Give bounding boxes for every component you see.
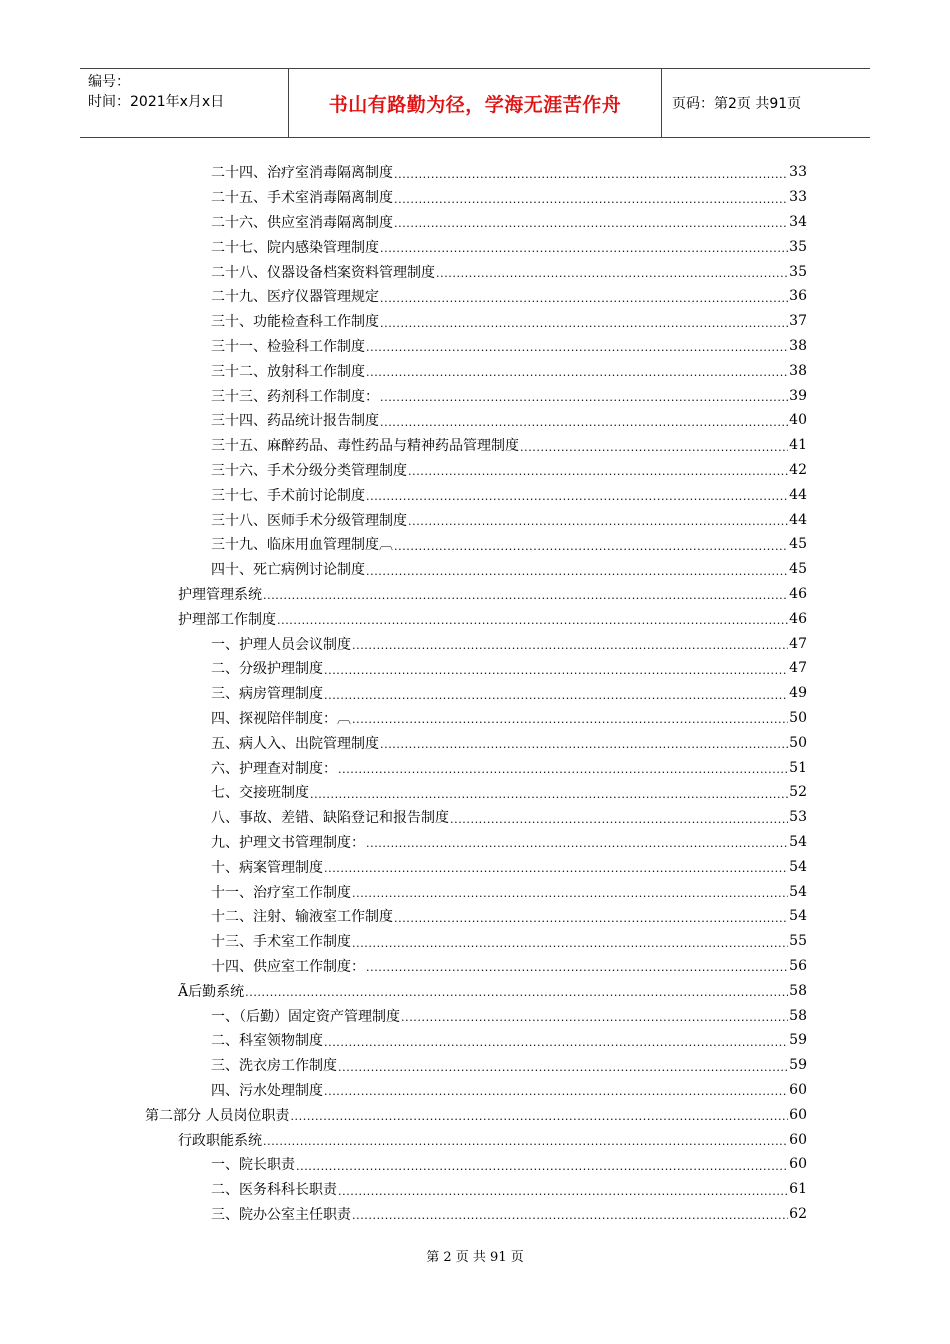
toc-dot-leader [263,589,788,602]
toc-entry[interactable] [211,830,807,855]
toc-entry[interactable] [211,929,807,954]
toc-entry-title: 十三、手术室工作制度 [211,934,351,951]
header-page-info: 页码：第2页 共91页 [672,96,802,112]
toc-dot-leader [277,614,788,627]
toc-entry-title: 三十二、放射科工作制度 [211,363,365,380]
toc-dot-leader [394,540,788,553]
toc-entry-title: 八、事故、差错、缺陷登记和报告制度 [211,810,449,827]
toc-entry-page: 47 [789,660,807,677]
toc-entry-page: 33 [789,189,807,206]
toc-entry-page: 45 [789,561,807,578]
toc-entry-page: 56 [789,957,807,974]
toc-dot-leader [352,713,788,726]
toc-entry-page: 51 [789,759,807,776]
toc-entry[interactable] [211,309,807,334]
toc-entry-page: 38 [789,337,807,354]
toc-entry-title: 十四、供应室工作制度： [211,958,365,975]
toc-entry-page: 53 [789,809,807,826]
toc-entry[interactable] [211,730,807,755]
toc-entry-page: 40 [789,412,807,429]
toc-entry-title: 三十六、手术分级分类管理制度 [211,462,407,479]
toc-dot-leader [380,292,788,305]
toc-dot-leader [366,341,788,354]
toc-entry[interactable] [211,557,807,582]
toc-entry-title: 二十八、仪器设备档案资料管理制度 [211,264,435,281]
toc-entry-title: 二十七、院内感染管理制度 [211,239,379,256]
toc-dot-leader [366,490,788,503]
toc-dot-leader [310,788,788,801]
toc-dot-leader [324,862,788,875]
toc-entry-page: 62 [789,1205,807,1222]
toc-entry-title: 四、探视陪伴制度：︹ [211,710,351,727]
toc-entry-title: 二十九、医疗仪器管理规定 [211,289,379,306]
toc-entry-page: 54 [789,833,807,850]
toc-dot-leader [324,1085,788,1098]
toc-entry[interactable] [211,780,807,805]
header-meta [80,69,289,137]
toc-entry[interactable] [211,433,807,458]
toc-entry-page: 58 [789,1007,807,1024]
toc-entry[interactable] [211,805,807,830]
toc-entry-page: 59 [789,1032,807,1049]
toc-entry-page: 54 [789,858,807,875]
toc-entry[interactable] [211,656,807,681]
toc-entry-title: 三十九、临床用血管理制度︹ [211,537,393,554]
toc-entry-title: 四、污水处理制度 [211,1082,323,1099]
toc-entry[interactable] [211,383,807,408]
doc-time: 时间：2021年x月x日 [88,94,225,110]
toc-dot-leader [352,639,788,652]
toc-entry-page: 39 [789,387,807,404]
toc-entry[interactable] [211,234,807,259]
toc-entry[interactable] [178,582,807,607]
toc-entry[interactable] [211,1003,807,1028]
toc-entry-page: 54 [789,908,807,925]
toc-dot-leader [338,763,788,776]
toc-entry[interactable] [211,358,807,383]
toc-entry-title: 五、病人入、出院管理制度 [211,735,379,752]
toc-entry-title: 一、护理人员会议制度 [211,636,351,653]
toc-entry[interactable] [145,1102,807,1127]
toc-entry[interactable] [211,1078,807,1103]
toc-entry[interactable] [211,681,807,706]
toc-entry-page: 35 [789,238,807,255]
toc-dot-leader [366,837,788,850]
toc-entry-title: 三十八、医师手术分级管理制度 [211,512,407,529]
page-footer: 第 2 页 共 91 页 [426,1250,524,1265]
toc-entry[interactable] [211,879,807,904]
toc-entry-title: 三十一、检验科工作制度 [211,338,365,355]
toc-entry-title: 十、病案管理制度 [211,859,323,876]
toc-entry[interactable] [211,507,807,532]
toc-dot-leader [394,217,788,230]
toc-entry-title: 行政职能系统 [178,1132,262,1149]
toc-entry-title: 护理部工作制度 [178,611,276,628]
toc-entry[interactable] [211,755,807,780]
toc-dot-leader [394,193,788,206]
toc-entry[interactable] [211,458,807,483]
toc-dot-leader [324,689,788,702]
toc-entry-title: 三十七、手术前讨论制度 [211,487,365,504]
toc-entry[interactable] [211,706,807,731]
toc-entry-page: 60 [789,1156,807,1173]
toc-dot-leader [520,441,788,454]
toc-entry-page: 33 [789,164,807,181]
toc-entry-title: 七、交接班制度 [211,785,309,802]
toc-entry-title: 三、病房管理制度 [211,686,323,703]
toc-dot-leader [450,813,788,826]
toc-entry[interactable] [211,1202,807,1227]
toc-entry-page: 60 [789,1131,807,1148]
toc-dot-leader [352,937,788,950]
toc-entry-title: 十二、注射、输液室工作制度 [211,909,393,926]
toc-entry-page: 50 [789,734,807,751]
toc-dot-leader [263,1135,788,1148]
header-motto: 书山有路勤为径，学海无涯苦作舟 [289,69,662,137]
toc-entry[interactable] [211,1028,807,1053]
toc-entry-page: 50 [789,709,807,726]
toc-entry[interactable] [211,1177,807,1202]
toc-entry-page: 35 [789,263,807,280]
toc-dot-leader [338,1185,788,1198]
toc-entry-page: 42 [789,461,807,478]
toc-entry-page: 49 [789,685,807,702]
toc-dot-leader [380,738,788,751]
toc-dot-leader [324,664,788,677]
toc-dot-leader [408,465,788,478]
toc-entry[interactable] [211,210,807,235]
toc-entry-page: 45 [789,536,807,553]
toc-entry-page: 41 [789,437,807,454]
toc-entry-page: 60 [789,1081,807,1098]
toc-entry-page: 59 [789,1057,807,1074]
toc-entry-page: 37 [789,313,807,330]
toc-entry[interactable] [211,334,807,359]
toc-entry[interactable] [211,854,807,879]
toc-entry-title: 三十四、药品统计报告制度 [211,413,379,430]
toc-entry-title: 第二部分 人员岗位职责 [145,1107,290,1124]
toc-entry-title: 三十、功能检查科工作制度 [211,314,379,331]
toc-dot-leader [380,416,788,429]
toc-entry[interactable] [178,978,807,1003]
toc-entry[interactable] [211,408,807,433]
toc-entry-page: 47 [789,635,807,652]
toc-entry-title: 十一、治疗室工作制度 [211,884,351,901]
toc-dot-leader [296,1160,788,1173]
toc-entry-title: 六、护理查对制度： [211,760,337,777]
toc-dot-leader [366,961,788,974]
toc-entry-title: 三十五、麻醉药品、毒性药品与精神药品管理制度 [211,438,519,455]
toc-entry-page: 38 [789,362,807,379]
toc-entry[interactable] [211,532,807,557]
toc-entry-page: 46 [789,585,807,602]
toc-entry-title: 二、医务科科长职责 [211,1182,337,1199]
toc-entry[interactable] [211,185,807,210]
toc-entry[interactable] [211,954,807,979]
toc-entry-title: 二、分级护理制度 [211,661,323,678]
toc-dot-leader [352,887,788,900]
toc-entry-page: 52 [789,784,807,801]
toc-entry-title: 二十五、手术室消毒隔离制度 [211,190,393,207]
toc-entry-title: 二十四、治疗室消毒隔离制度 [211,165,393,182]
toc-dot-leader [366,565,788,578]
toc-entry-page: 44 [789,511,807,528]
toc-dot-leader [394,912,788,925]
toc-dot-leader [401,1011,788,1024]
toc-entry[interactable] [211,1152,807,1177]
toc-entry[interactable] [211,284,807,309]
toc-entry[interactable] [178,1127,807,1152]
toc-entry-title: 一、院长职责 [211,1157,295,1174]
toc-entry-page: 55 [789,933,807,950]
toc-dot-leader [290,1110,788,1123]
doc-code-label: 编号： [88,74,130,90]
toc-dot-leader [366,366,788,379]
page-header [80,68,870,138]
toc-dot-leader [245,986,788,999]
toc-dot-leader [324,1036,788,1049]
toc-dot-leader [408,515,788,528]
toc-entry-page: 60 [789,1106,807,1123]
toc-dot-leader [380,242,788,255]
toc-entry[interactable] [211,1053,807,1078]
toc-entry-title: 三、院办公室主任职责 [211,1206,351,1223]
toc-dot-leader [352,1209,788,1222]
toc-dot-leader [338,1061,788,1074]
toc-entry-title: 护理管理系统 [178,586,262,603]
toc-dot-leader [394,168,788,181]
toc-entry-title: 三、洗衣房工作制度 [211,1058,337,1075]
toc-entry[interactable] [178,606,807,631]
toc-entry-page: 36 [789,288,807,305]
toc-dot-leader [436,267,788,280]
toc-entry-page: 46 [789,610,807,627]
toc-entry-page: 44 [789,486,807,503]
toc-entry[interactable] [211,482,807,507]
toc-entry-title: 三十三、药剂科工作制度： [211,388,379,405]
toc-entry-title: 四十、死亡病例讨论制度 [211,562,365,579]
toc-entry-title: Ã后勤系统 [178,983,245,1000]
toc-entry-title: 九、护理文书管理制度： [211,834,365,851]
toc-entry[interactable] [211,259,807,284]
toc-entry-page: 58 [789,982,807,999]
toc-entry[interactable] [211,160,807,185]
toc-dot-leader [380,391,788,404]
toc-entry[interactable] [211,631,807,656]
toc-entry-page: 61 [789,1181,807,1198]
toc-entry-title: 二十六、供应室消毒隔离制度 [211,214,393,231]
toc-entry[interactable] [211,904,807,929]
toc-entry-title: 一、（后勤）固定资产管理制度 [211,1008,400,1025]
toc-entry-page: 34 [789,213,807,230]
toc-entry-page: 54 [789,883,807,900]
toc-entry-title: 二、科室领物制度 [211,1033,323,1050]
toc-dot-leader [380,317,788,330]
